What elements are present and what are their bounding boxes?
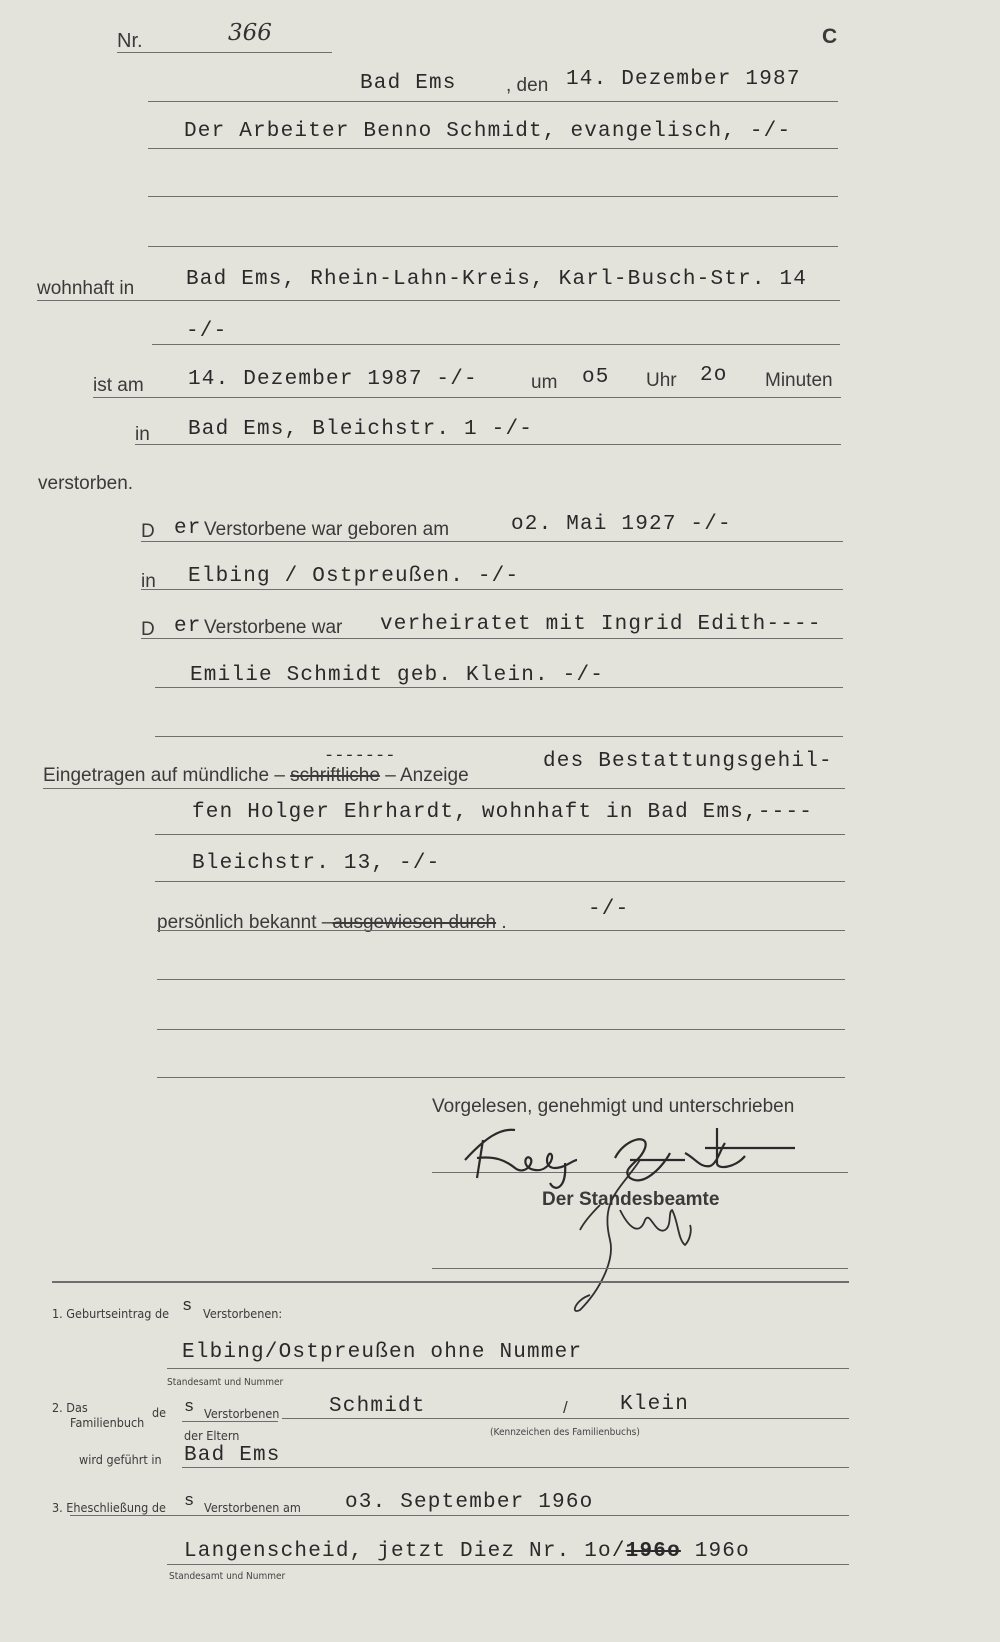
item2-family-right: Klein	[620, 1393, 690, 1416]
bekannt-line	[157, 930, 845, 931]
eingetragen-label	[43, 765, 469, 787]
footer-divider	[52, 1281, 849, 1283]
ist-am-label: ist am	[93, 375, 144, 396]
item2-verstorbenen-rule	[182, 1421, 278, 1422]
ist-am-line	[93, 397, 841, 398]
item3-line	[70, 1515, 849, 1516]
death-place-line	[135, 444, 841, 445]
registrar-signature	[560, 1150, 740, 1320]
birth-place-line	[141, 589, 843, 590]
verstorben-label: verstorben.	[38, 473, 134, 494]
item1-suffix: Verstorbenen:	[203, 1306, 283, 1321]
registrar-line	[432, 1268, 848, 1269]
bekannt-end: .	[496, 912, 507, 933]
birth-date-line	[141, 541, 843, 542]
item2-num: 2. Das	[52, 1400, 88, 1415]
wohnhaft-label: wohnhaft in	[37, 278, 135, 299]
wohnhaft-line	[37, 300, 840, 301]
item3-place-main: Langenscheid, jetzt Diez Nr. 1o/	[184, 1540, 626, 1563]
anzeige-post: – Anzeige	[379, 765, 469, 786]
item2-verstorbenen: Verstorbenen	[204, 1406, 280, 1421]
minuten-label: Minuten	[765, 370, 833, 391]
header-date: 14. Dezember 1987	[566, 68, 801, 91]
geboren-label: Verstorbene war geboren am	[204, 519, 450, 540]
nr-label: Nr.	[117, 30, 143, 52]
marital-status-1: verheiratet mit Ingrid Edith----	[380, 613, 822, 636]
marriage-er: er	[174, 615, 202, 638]
eingetragen-line	[43, 788, 845, 789]
blank-line-1	[148, 196, 838, 197]
death-hour: o5	[582, 366, 610, 389]
item1-value: Elbing/Ostpreußen ohne Nummer	[182, 1341, 583, 1364]
uhr-label: Uhr	[646, 370, 677, 391]
blank-line-6	[157, 1077, 845, 1078]
form-letter: C	[822, 25, 838, 48]
header-place: Bad Ems	[360, 72, 457, 95]
war-label: Verstorbene war	[204, 617, 343, 638]
item2-familienbuch: Familienbuch	[70, 1415, 145, 1430]
item2-de: de	[152, 1405, 167, 1420]
strike-marks: -------	[324, 747, 396, 766]
item2-eltern: der Eltern	[184, 1428, 240, 1443]
item1-caption: Standesamt und Nummer	[167, 1377, 284, 1388]
item2-slash: /	[563, 1398, 568, 1417]
marital-line-2	[155, 687, 843, 688]
item1-line	[167, 1368, 849, 1369]
informant-line-2	[155, 834, 845, 835]
birth-date: o2. Mai 1927 -/-	[511, 513, 732, 536]
item1-s: s	[182, 1297, 194, 1316]
informant-line-3	[155, 881, 845, 882]
item3-place-line	[167, 1564, 849, 1565]
in-label: in	[135, 424, 150, 445]
birth-in-label: in	[141, 571, 156, 592]
item2-gefuehrt-value: Bad Ems	[184, 1444, 281, 1467]
eingetragen-pre: Eingetragen auf mündliche –	[43, 765, 291, 786]
name-line	[148, 148, 838, 149]
um-label: um	[531, 372, 558, 393]
deceased-name: Der Arbeiter Benno Schmidt, evangelisch, -/-	[184, 120, 792, 143]
item2-caption: (Kennzeichen des Familienbuchs)	[490, 1427, 640, 1438]
marriage-d-label: D	[141, 619, 155, 640]
marital-line-1	[141, 638, 843, 639]
ausgewiesen-struck: ausgewiesen durch	[332, 912, 497, 933]
informant-2: fen Holger Ehrhardt, wohnhaft in Bad Ems,----	[192, 801, 814, 824]
blank-line-4	[157, 979, 845, 980]
birth-place: Elbing / Ostpreußen. -/-	[188, 565, 520, 588]
item3-year: 196o	[680, 1540, 750, 1563]
vorgelesen-label: Vorgelesen, genehmigt und unterschrieben	[432, 1096, 795, 1117]
record-number: 366	[228, 20, 272, 46]
item2-s: s	[184, 1398, 196, 1417]
item1-label: 1. Geburtseintrag de	[52, 1306, 170, 1321]
schriftliche-struck: schriftliche	[290, 765, 380, 786]
bekannt-value: -/-	[588, 898, 630, 921]
item3-overtyped: 196o	[625, 1540, 681, 1563]
item2-family-left: Schmidt	[329, 1395, 426, 1418]
item2-line	[282, 1418, 849, 1419]
blank-line-2	[148, 246, 838, 247]
item3-label: 3. Eheschließung de	[52, 1500, 166, 1515]
item3-suffix: Verstorbenen am	[204, 1500, 301, 1515]
bekannt-pre: persönlich bekannt –	[157, 912, 333, 933]
standesbeamte-label: Der Standesbeamte	[542, 1189, 720, 1210]
item3-date: o3. September 196o	[345, 1491, 594, 1514]
blank-line-3	[155, 736, 843, 737]
death-minutes: 2o	[700, 364, 728, 387]
item2-gefuehrt-line	[182, 1467, 849, 1468]
residence-line-2-rule	[152, 344, 840, 345]
death-place: Bad Ems, Bleichstr. 1 -/-	[188, 418, 534, 441]
residence-line-1: Bad Ems, Rhein-Lahn-Kreis, Karl-Busch-Str. 14	[186, 268, 808, 291]
death-date: 14. Dezember 1987 -/-	[188, 368, 478, 391]
item3-caption: Standesamt und Nummer	[169, 1571, 286, 1582]
informant-3: Bleichstr. 13, -/-	[192, 852, 441, 875]
item2-gefuehrt-label: wird geführt in	[79, 1452, 162, 1467]
nr-underline	[117, 52, 332, 53]
blank-line-5	[157, 1029, 845, 1030]
item3-s: s	[184, 1492, 196, 1511]
item3-place	[184, 1540, 750, 1563]
header-line	[148, 101, 838, 102]
marital-status-2: Emilie Schmidt geb. Klein. -/-	[190, 664, 605, 687]
den-label: , den	[506, 75, 549, 96]
birth-er: er	[174, 517, 202, 540]
birth-d-label: D	[141, 521, 155, 542]
informant-1: des Bestattungsgehil-	[543, 750, 833, 773]
residence-line-2: -/-	[186, 320, 228, 343]
